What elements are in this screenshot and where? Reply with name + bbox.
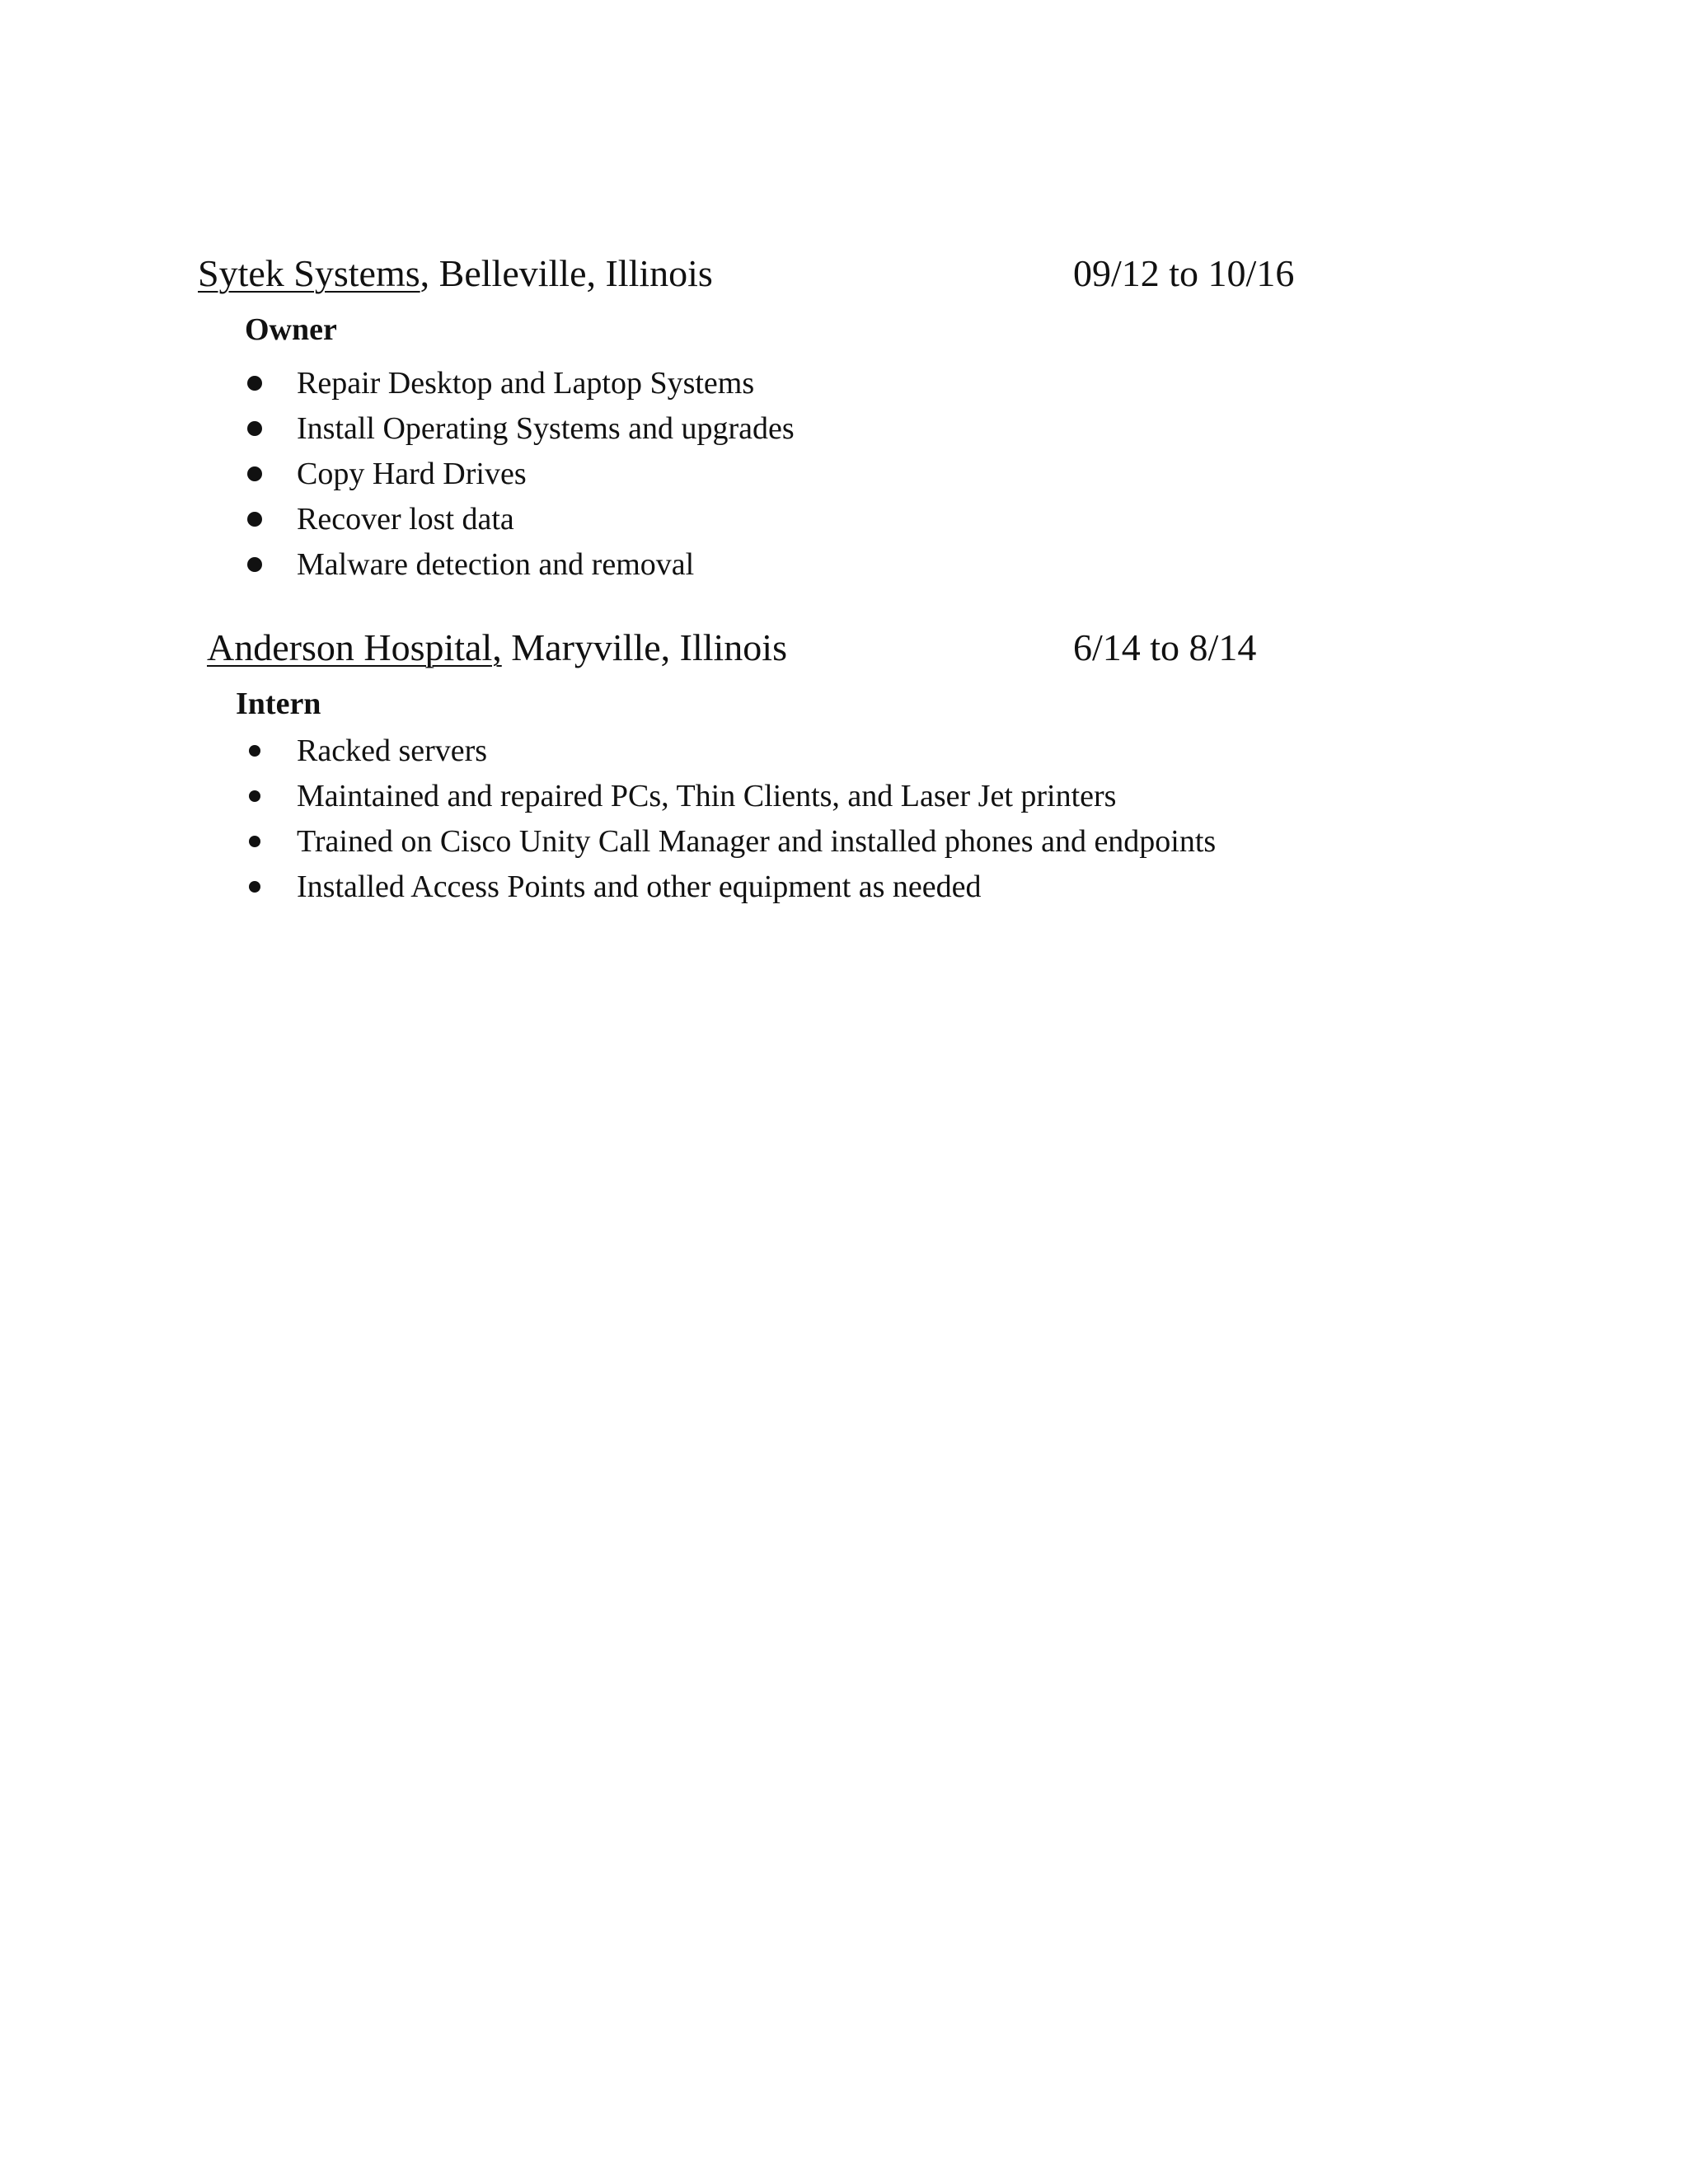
duty-text: Recover lost data — [297, 502, 514, 537]
bullet-icon — [247, 376, 262, 391]
job-dates: 6/14 to 8/14 — [1073, 626, 1257, 668]
duty-item — [247, 865, 1216, 910]
duty-text: Trained on Cisco Unity Call Manager and installed phones and endpoints — [297, 824, 1217, 859]
bullet-icon — [249, 881, 260, 893]
duty-item — [247, 819, 1216, 865]
bullet-icon — [247, 512, 262, 527]
duty-item — [247, 542, 795, 588]
job-role: Owner — [245, 312, 337, 347]
bullet-icon — [249, 790, 260, 802]
duty-item — [247, 729, 1216, 774]
duty-list — [247, 729, 1216, 910]
duty-text: Malware detection and removal — [297, 547, 695, 582]
job-dates: 09/12 to 10/16 — [1073, 252, 1295, 294]
company-name: Anderson Hospital, — [207, 626, 502, 668]
duty-text: Racked servers — [297, 733, 488, 768]
duty-item — [247, 361, 795, 406]
duty-item — [247, 452, 795, 497]
job-role: Intern — [236, 687, 321, 721]
duty-item — [247, 774, 1216, 819]
duty-text: Maintained and repaired PCs, Thin Clients, and Laser Jet printers — [297, 779, 1117, 813]
duty-text: Install Operating Systems and upgrades — [297, 411, 795, 446]
company-location: Maryville, Illinois — [501, 626, 787, 668]
duty-item — [247, 406, 795, 452]
bullet-icon — [247, 466, 262, 481]
job-header-anderson — [207, 625, 787, 671]
bullet-icon — [249, 836, 260, 847]
duty-list — [247, 361, 795, 588]
bullet-icon — [247, 557, 262, 572]
bullet-icon — [247, 421, 262, 436]
duty-text: Copy Hard Drives — [297, 457, 527, 491]
company-location: , Belleville, Illinois — [420, 252, 713, 294]
bullet-icon — [249, 745, 260, 757]
duty-item — [247, 497, 795, 542]
duty-text: Installed Access Points and other equipment as needed — [297, 869, 982, 904]
duty-text: Repair Desktop and Laptop Systems — [297, 366, 755, 401]
company-name: Sytek Systems — [198, 252, 420, 294]
job-header-sytek — [198, 251, 713, 297]
